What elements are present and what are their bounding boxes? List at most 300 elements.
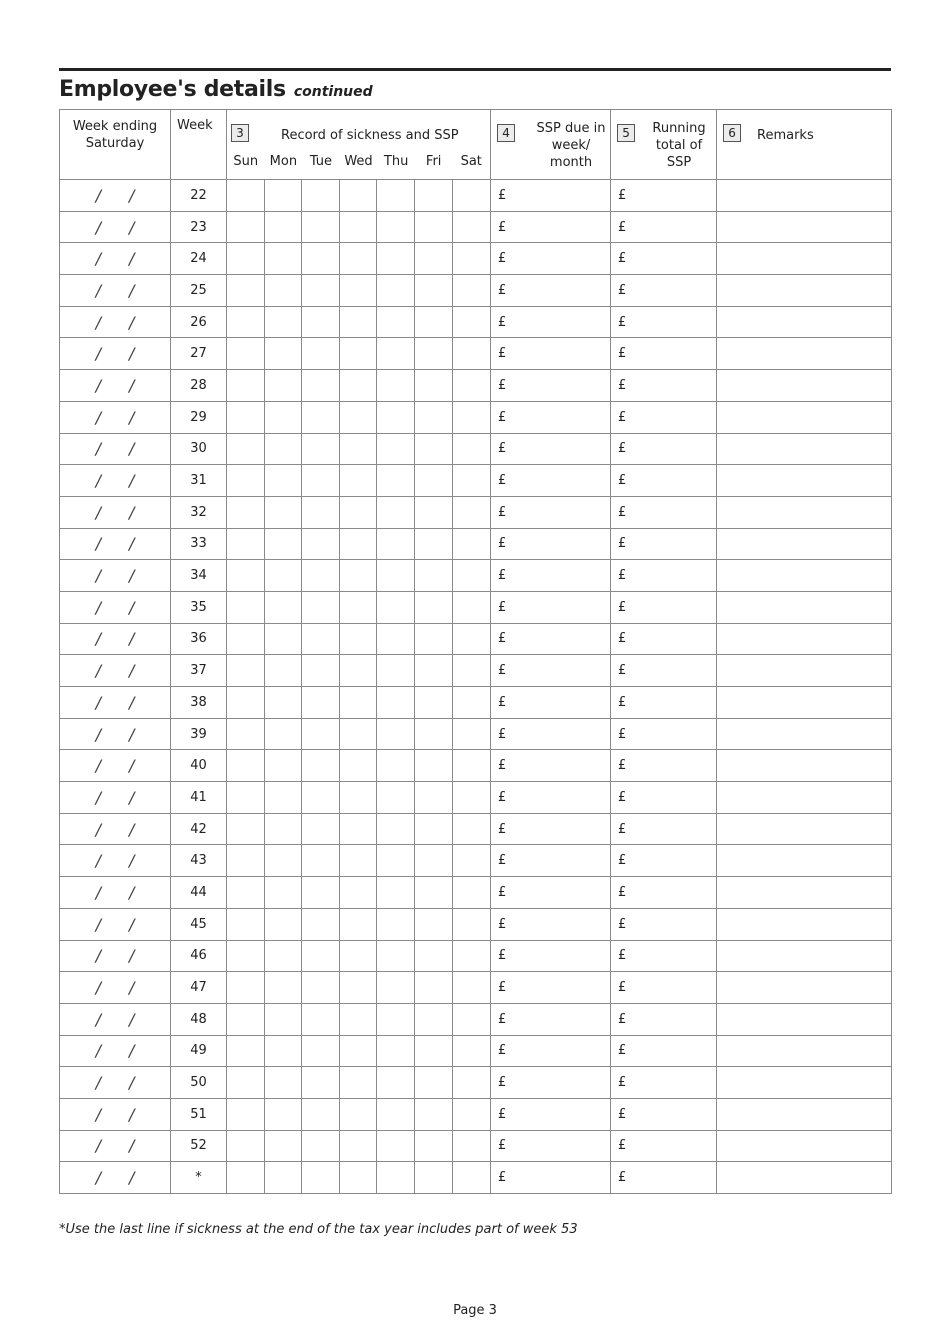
ssp-due-field[interactable]	[491, 1162, 611, 1194]
day-cell[interactable]	[265, 845, 302, 877]
remarks-field[interactable]	[717, 338, 892, 370]
day-cell[interactable]	[227, 750, 265, 782]
day-cell[interactable]	[302, 1130, 340, 1162]
day-cell[interactable]	[265, 813, 302, 845]
remarks-field[interactable]	[717, 845, 892, 877]
day-cell[interactable]	[302, 1098, 340, 1130]
day-cell[interactable]	[453, 433, 491, 465]
day-cell[interactable]	[265, 496, 302, 528]
day-cell[interactable]	[415, 940, 453, 972]
day-cell[interactable]	[453, 1003, 491, 1035]
day-cell[interactable]	[340, 560, 377, 592]
day-cell[interactable]	[302, 655, 340, 687]
day-cell[interactable]	[340, 528, 377, 560]
day-cell[interactable]	[265, 1130, 302, 1162]
running-total-field[interactable]	[611, 908, 717, 940]
date-field[interactable]	[60, 1003, 171, 1035]
remarks-field[interactable]	[717, 370, 892, 402]
day-cell[interactable]	[302, 243, 340, 275]
day-cell[interactable]	[340, 433, 377, 465]
day-cell[interactable]	[227, 1098, 265, 1130]
day-cell[interactable]	[415, 1067, 453, 1099]
day-cell[interactable]	[265, 908, 302, 940]
day-cell[interactable]	[377, 1130, 415, 1162]
ssp-due-field[interactable]	[491, 940, 611, 972]
running-total-field[interactable]	[611, 782, 717, 814]
remarks-field[interactable]	[717, 496, 892, 528]
day-cell[interactable]	[377, 877, 415, 909]
day-cell[interactable]	[227, 275, 265, 307]
day-cell[interactable]	[377, 180, 415, 212]
remarks-field[interactable]	[717, 813, 892, 845]
date-field[interactable]	[60, 972, 171, 1004]
day-cell[interactable]	[453, 940, 491, 972]
day-cell[interactable]	[302, 496, 340, 528]
ssp-due-field[interactable]	[491, 275, 611, 307]
day-cell[interactable]	[453, 1162, 491, 1194]
day-cell[interactable]	[415, 1035, 453, 1067]
day-cell[interactable]	[265, 275, 302, 307]
ssp-due-field[interactable]	[491, 623, 611, 655]
day-cell[interactable]	[265, 243, 302, 275]
day-cell[interactable]	[377, 1035, 415, 1067]
day-cell[interactable]	[302, 718, 340, 750]
day-cell[interactable]	[227, 718, 265, 750]
day-cell[interactable]	[340, 623, 377, 655]
day-cell[interactable]	[453, 877, 491, 909]
running-total-field[interactable]	[611, 401, 717, 433]
day-cell[interactable]	[340, 338, 377, 370]
ssp-due-field[interactable]	[491, 433, 611, 465]
day-cell[interactable]	[302, 306, 340, 338]
day-cell[interactable]	[415, 338, 453, 370]
day-cell[interactable]	[377, 908, 415, 940]
day-cell[interactable]	[415, 1098, 453, 1130]
ssp-due-field[interactable]	[491, 877, 611, 909]
remarks-field[interactable]	[717, 940, 892, 972]
day-cell[interactable]	[302, 370, 340, 402]
day-cell[interactable]	[302, 940, 340, 972]
day-cell[interactable]	[377, 687, 415, 719]
ssp-due-field[interactable]	[491, 1067, 611, 1099]
day-cell[interactable]	[227, 1035, 265, 1067]
day-cell[interactable]	[415, 1003, 453, 1035]
running-total-field[interactable]	[611, 243, 717, 275]
day-cell[interactable]	[302, 1003, 340, 1035]
remarks-field[interactable]	[717, 782, 892, 814]
day-cell[interactable]	[227, 243, 265, 275]
day-cell[interactable]	[265, 718, 302, 750]
running-total-field[interactable]	[611, 496, 717, 528]
running-total-field[interactable]	[611, 211, 717, 243]
remarks-field[interactable]	[717, 465, 892, 497]
day-cell[interactable]	[415, 370, 453, 402]
ssp-due-field[interactable]	[491, 1130, 611, 1162]
running-total-field[interactable]	[611, 338, 717, 370]
ssp-due-field[interactable]	[491, 1098, 611, 1130]
day-cell[interactable]	[415, 750, 453, 782]
day-cell[interactable]	[265, 877, 302, 909]
day-cell[interactable]	[453, 211, 491, 243]
day-cell[interactable]	[302, 687, 340, 719]
day-cell[interactable]	[302, 180, 340, 212]
day-cell[interactable]	[453, 908, 491, 940]
ssp-due-field[interactable]	[491, 718, 611, 750]
remarks-field[interactable]	[717, 275, 892, 307]
day-cell[interactable]	[227, 560, 265, 592]
ssp-due-field[interactable]	[491, 211, 611, 243]
day-cell[interactable]	[227, 338, 265, 370]
day-cell[interactable]	[453, 591, 491, 623]
day-cell[interactable]	[453, 750, 491, 782]
ssp-due-field[interactable]	[491, 496, 611, 528]
date-field[interactable]	[60, 1035, 171, 1067]
day-cell[interactable]	[377, 211, 415, 243]
day-cell[interactable]	[340, 591, 377, 623]
running-total-field[interactable]	[611, 877, 717, 909]
day-cell[interactable]	[227, 813, 265, 845]
day-cell[interactable]	[340, 211, 377, 243]
day-cell[interactable]	[415, 972, 453, 1004]
day-cell[interactable]	[302, 1067, 340, 1099]
day-cell[interactable]	[227, 433, 265, 465]
day-cell[interactable]	[340, 401, 377, 433]
day-cell[interactable]	[340, 465, 377, 497]
day-cell[interactable]	[415, 465, 453, 497]
ssp-due-field[interactable]	[491, 972, 611, 1004]
day-cell[interactable]	[302, 560, 340, 592]
remarks-field[interactable]	[717, 1003, 892, 1035]
remarks-field[interactable]	[717, 750, 892, 782]
day-cell[interactable]	[453, 528, 491, 560]
running-total-field[interactable]	[611, 1162, 717, 1194]
day-cell[interactable]	[377, 306, 415, 338]
remarks-field[interactable]	[717, 655, 892, 687]
running-total-field[interactable]	[611, 750, 717, 782]
ssp-due-field[interactable]	[491, 180, 611, 212]
day-cell[interactable]	[453, 687, 491, 719]
day-cell[interactable]	[415, 813, 453, 845]
day-cell[interactable]	[227, 1067, 265, 1099]
day-cell[interactable]	[415, 655, 453, 687]
remarks-field[interactable]	[717, 243, 892, 275]
day-cell[interactable]	[227, 687, 265, 719]
day-cell[interactable]	[227, 908, 265, 940]
day-cell[interactable]	[227, 940, 265, 972]
day-cell[interactable]	[302, 1035, 340, 1067]
day-cell[interactable]	[340, 275, 377, 307]
day-cell[interactable]	[227, 591, 265, 623]
running-total-field[interactable]	[611, 623, 717, 655]
day-cell[interactable]	[415, 180, 453, 212]
remarks-field[interactable]	[717, 433, 892, 465]
remarks-field[interactable]	[717, 1098, 892, 1130]
ssp-due-field[interactable]	[491, 591, 611, 623]
day-cell[interactable]	[227, 845, 265, 877]
day-cell[interactable]	[377, 655, 415, 687]
day-cell[interactable]	[265, 623, 302, 655]
day-cell[interactable]	[340, 687, 377, 719]
date-field[interactable]	[60, 845, 171, 877]
day-cell[interactable]	[265, 1003, 302, 1035]
day-cell[interactable]	[302, 591, 340, 623]
day-cell[interactable]	[453, 782, 491, 814]
day-cell[interactable]	[340, 718, 377, 750]
date-field[interactable]	[60, 750, 171, 782]
remarks-field[interactable]	[717, 1035, 892, 1067]
running-total-field[interactable]	[611, 1098, 717, 1130]
day-cell[interactable]	[453, 1035, 491, 1067]
day-cell[interactable]	[453, 560, 491, 592]
day-cell[interactable]	[265, 401, 302, 433]
remarks-field[interactable]	[717, 211, 892, 243]
running-total-field[interactable]	[611, 560, 717, 592]
day-cell[interactable]	[265, 338, 302, 370]
ssp-due-field[interactable]	[491, 1003, 611, 1035]
running-total-field[interactable]	[611, 687, 717, 719]
remarks-field[interactable]	[717, 401, 892, 433]
running-total-field[interactable]	[611, 718, 717, 750]
date-field[interactable]	[60, 465, 171, 497]
date-field[interactable]	[60, 655, 171, 687]
day-cell[interactable]	[340, 1067, 377, 1099]
date-field[interactable]	[60, 940, 171, 972]
day-cell[interactable]	[302, 401, 340, 433]
ssp-due-field[interactable]	[491, 370, 611, 402]
day-cell[interactable]	[453, 655, 491, 687]
day-cell[interactable]	[377, 1067, 415, 1099]
day-cell[interactable]	[377, 623, 415, 655]
day-cell[interactable]	[340, 655, 377, 687]
day-cell[interactable]	[265, 433, 302, 465]
day-cell[interactable]	[302, 908, 340, 940]
running-total-field[interactable]	[611, 1035, 717, 1067]
day-cell[interactable]	[415, 623, 453, 655]
day-cell[interactable]	[340, 940, 377, 972]
ssp-due-field[interactable]	[491, 687, 611, 719]
date-field[interactable]	[60, 877, 171, 909]
day-cell[interactable]	[377, 1003, 415, 1035]
remarks-field[interactable]	[717, 972, 892, 1004]
day-cell[interactable]	[340, 1035, 377, 1067]
day-cell[interactable]	[415, 845, 453, 877]
remarks-field[interactable]	[717, 1162, 892, 1194]
ssp-due-field[interactable]	[491, 465, 611, 497]
running-total-field[interactable]	[611, 813, 717, 845]
date-field[interactable]	[60, 1067, 171, 1099]
day-cell[interactable]	[227, 370, 265, 402]
day-cell[interactable]	[377, 1162, 415, 1194]
day-cell[interactable]	[227, 465, 265, 497]
day-cell[interactable]	[227, 401, 265, 433]
day-cell[interactable]	[227, 306, 265, 338]
day-cell[interactable]	[227, 782, 265, 814]
ssp-due-field[interactable]	[491, 306, 611, 338]
day-cell[interactable]	[302, 465, 340, 497]
running-total-field[interactable]	[611, 465, 717, 497]
day-cell[interactable]	[302, 813, 340, 845]
day-cell[interactable]	[453, 1098, 491, 1130]
day-cell[interactable]	[340, 972, 377, 1004]
day-cell[interactable]	[415, 243, 453, 275]
remarks-field[interactable]	[717, 306, 892, 338]
day-cell[interactable]	[265, 655, 302, 687]
date-field[interactable]	[60, 528, 171, 560]
day-cell[interactable]	[377, 528, 415, 560]
day-cell[interactable]	[340, 496, 377, 528]
date-field[interactable]	[60, 1162, 171, 1194]
day-cell[interactable]	[227, 496, 265, 528]
day-cell[interactable]	[302, 528, 340, 560]
day-cell[interactable]	[453, 275, 491, 307]
day-cell[interactable]	[453, 1130, 491, 1162]
day-cell[interactable]	[415, 908, 453, 940]
day-cell[interactable]	[377, 972, 415, 1004]
day-cell[interactable]	[340, 1162, 377, 1194]
day-cell[interactable]	[453, 972, 491, 1004]
date-field[interactable]	[60, 687, 171, 719]
day-cell[interactable]	[227, 1003, 265, 1035]
date-field[interactable]	[60, 338, 171, 370]
day-cell[interactable]	[377, 465, 415, 497]
day-cell[interactable]	[265, 1162, 302, 1194]
day-cell[interactable]	[265, 180, 302, 212]
running-total-field[interactable]	[611, 1067, 717, 1099]
day-cell[interactable]	[415, 496, 453, 528]
ssp-due-field[interactable]	[491, 750, 611, 782]
remarks-field[interactable]	[717, 687, 892, 719]
day-cell[interactable]	[377, 940, 415, 972]
day-cell[interactable]	[340, 370, 377, 402]
day-cell[interactable]	[340, 845, 377, 877]
remarks-field[interactable]	[717, 528, 892, 560]
day-cell[interactable]	[265, 560, 302, 592]
day-cell[interactable]	[377, 275, 415, 307]
running-total-field[interactable]	[611, 655, 717, 687]
day-cell[interactable]	[453, 401, 491, 433]
date-field[interactable]	[60, 275, 171, 307]
day-cell[interactable]	[415, 528, 453, 560]
date-field[interactable]	[60, 243, 171, 275]
day-cell[interactable]	[340, 1130, 377, 1162]
date-field[interactable]	[60, 401, 171, 433]
day-cell[interactable]	[265, 528, 302, 560]
date-field[interactable]	[60, 591, 171, 623]
day-cell[interactable]	[415, 591, 453, 623]
date-field[interactable]	[60, 433, 171, 465]
day-cell[interactable]	[302, 845, 340, 877]
day-cell[interactable]	[377, 813, 415, 845]
day-cell[interactable]	[415, 1130, 453, 1162]
date-field[interactable]	[60, 908, 171, 940]
running-total-field[interactable]	[611, 528, 717, 560]
running-total-field[interactable]	[611, 370, 717, 402]
day-cell[interactable]	[453, 813, 491, 845]
day-cell[interactable]	[340, 180, 377, 212]
running-total-field[interactable]	[611, 845, 717, 877]
ssp-due-field[interactable]	[491, 782, 611, 814]
day-cell[interactable]	[265, 687, 302, 719]
remarks-field[interactable]	[717, 560, 892, 592]
date-field[interactable]	[60, 496, 171, 528]
date-field[interactable]	[60, 370, 171, 402]
day-cell[interactable]	[302, 972, 340, 1004]
remarks-field[interactable]	[717, 1067, 892, 1099]
day-cell[interactable]	[302, 1162, 340, 1194]
day-cell[interactable]	[265, 591, 302, 623]
day-cell[interactable]	[415, 877, 453, 909]
day-cell[interactable]	[340, 1098, 377, 1130]
day-cell[interactable]	[377, 433, 415, 465]
ssp-due-field[interactable]	[491, 845, 611, 877]
running-total-field[interactable]	[611, 180, 717, 212]
day-cell[interactable]	[302, 623, 340, 655]
day-cell[interactable]	[453, 338, 491, 370]
date-field[interactable]	[60, 180, 171, 212]
remarks-field[interactable]	[717, 623, 892, 655]
day-cell[interactable]	[227, 1130, 265, 1162]
date-field[interactable]	[60, 782, 171, 814]
running-total-field[interactable]	[611, 1130, 717, 1162]
day-cell[interactable]	[302, 750, 340, 782]
running-total-field[interactable]	[611, 306, 717, 338]
date-field[interactable]	[60, 560, 171, 592]
day-cell[interactable]	[340, 306, 377, 338]
day-cell[interactable]	[453, 1067, 491, 1099]
day-cell[interactable]	[377, 243, 415, 275]
remarks-field[interactable]	[717, 591, 892, 623]
day-cell[interactable]	[377, 782, 415, 814]
ssp-due-field[interactable]	[491, 528, 611, 560]
day-cell[interactable]	[415, 211, 453, 243]
day-cell[interactable]	[415, 687, 453, 719]
running-total-field[interactable]	[611, 591, 717, 623]
day-cell[interactable]	[340, 908, 377, 940]
day-cell[interactable]	[415, 560, 453, 592]
day-cell[interactable]	[227, 211, 265, 243]
day-cell[interactable]	[377, 560, 415, 592]
day-cell[interactable]	[415, 306, 453, 338]
day-cell[interactable]	[302, 275, 340, 307]
day-cell[interactable]	[415, 1162, 453, 1194]
day-cell[interactable]	[377, 338, 415, 370]
day-cell[interactable]	[302, 433, 340, 465]
day-cell[interactable]	[227, 528, 265, 560]
day-cell[interactable]	[265, 972, 302, 1004]
day-cell[interactable]	[453, 306, 491, 338]
day-cell[interactable]	[340, 877, 377, 909]
running-total-field[interactable]	[611, 940, 717, 972]
day-cell[interactable]	[265, 306, 302, 338]
ssp-due-field[interactable]	[491, 1035, 611, 1067]
day-cell[interactable]	[227, 655, 265, 687]
running-total-field[interactable]	[611, 275, 717, 307]
day-cell[interactable]	[415, 718, 453, 750]
day-cell[interactable]	[377, 591, 415, 623]
running-total-field[interactable]	[611, 433, 717, 465]
ssp-due-field[interactable]	[491, 560, 611, 592]
day-cell[interactable]	[340, 813, 377, 845]
day-cell[interactable]	[302, 211, 340, 243]
day-cell[interactable]	[377, 750, 415, 782]
day-cell[interactable]	[453, 496, 491, 528]
running-total-field[interactable]	[611, 972, 717, 1004]
day-cell[interactable]	[227, 623, 265, 655]
day-cell[interactable]	[302, 782, 340, 814]
day-cell[interactable]	[265, 782, 302, 814]
day-cell[interactable]	[340, 750, 377, 782]
remarks-field[interactable]	[717, 908, 892, 940]
